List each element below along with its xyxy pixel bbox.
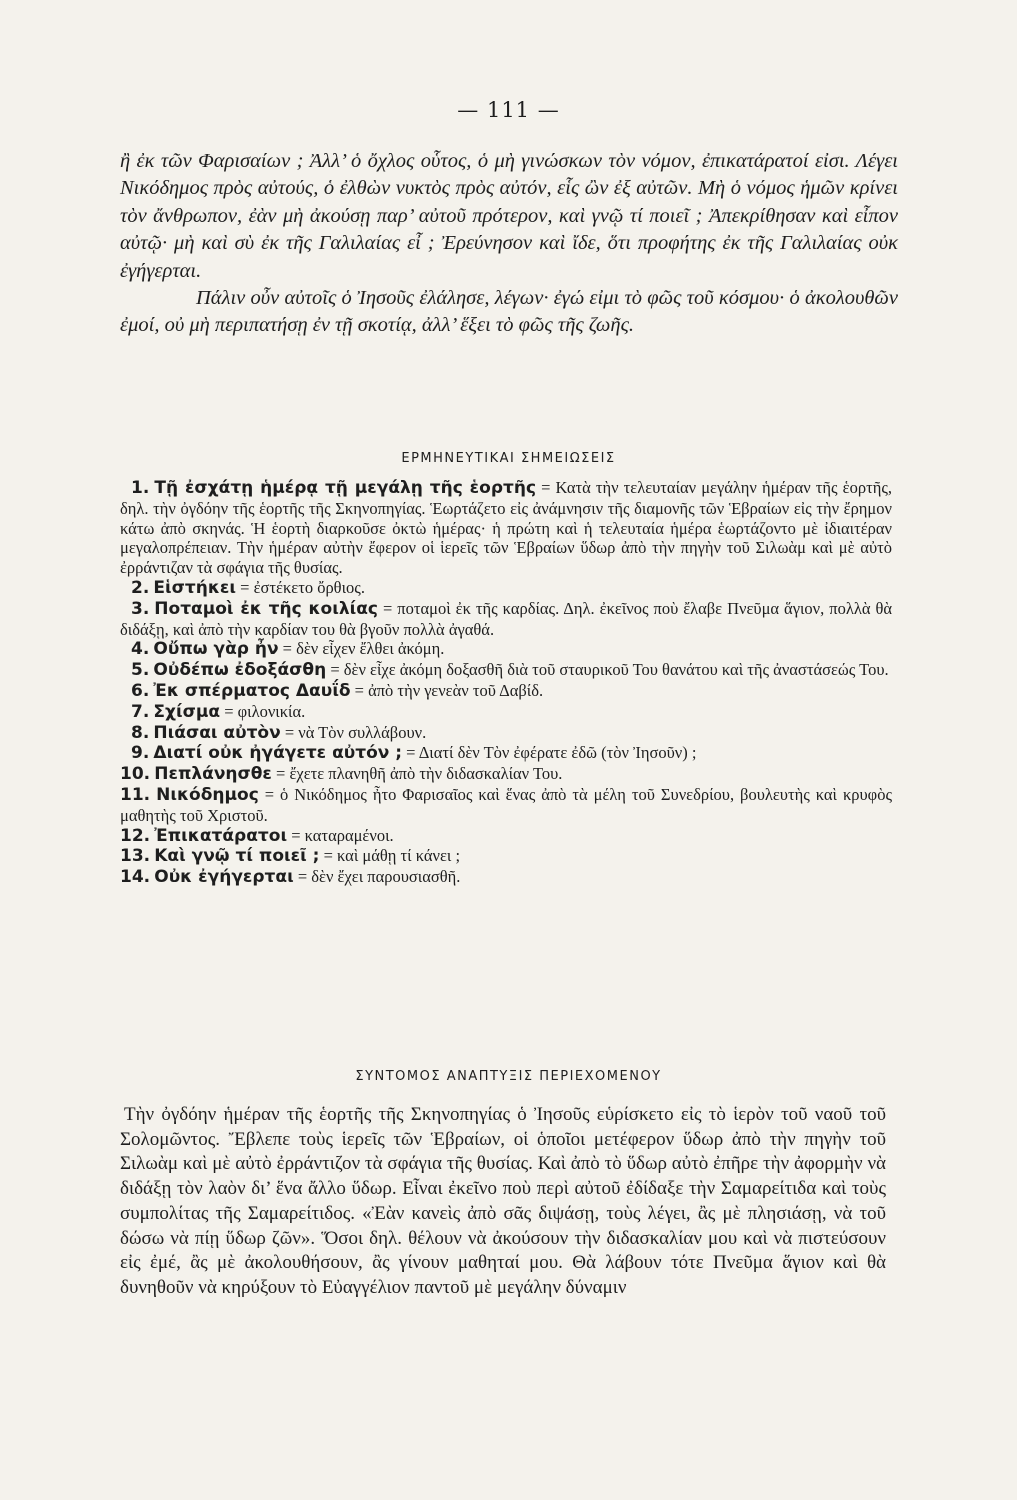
note-number: 3.: [131, 598, 150, 619]
note-term: Ποταμοὶ ἐκ τῆς κοιλίας: [154, 598, 378, 619]
note-item: [120, 826, 892, 847]
notes-heading: ΕΡΜΗΝΕΥΤΙΚΑΙ ΣΗΜΕΙΩΣΕΙΣ: [401, 451, 616, 466]
note-number: 9.: [131, 743, 150, 764]
note-text: = καταραμένοι.: [287, 825, 394, 845]
note-item: [120, 599, 892, 640]
note-item: [120, 743, 892, 764]
note-term: Ἐκ σπέρματος Δαυΐδ: [153, 680, 351, 701]
scripture-paragraph: ἢ ἐκ τῶν Φαρισαίων ; Ἀλλ’ ὁ ὄχλος οὗτος, ὁ μὴ γινώσκων τὸν νόμον, ἐπικατάρατοί εἰσι. Λέγει Νικόδημος πρὸς αὐτούς, ὁ ἐλθὼν νυκτὸς πρὸς αὐτόν, εἷς ὢν ἐξ αὐτῶν. Μὴ ὁ νόμος ἡμῶν κρίνει τὸν ἄνθρωπον, ἐὰν μὴ ἀκούσῃ παρ’ αὐτοῦ πρότερον, καὶ γνῷ τί ποιεῖ ; Ἀπεκρίθησαν καὶ εἶπον αὐτῷ· μὴ καὶ σὺ ἐκ τῆς Γαλιλαίας εἶ ; Ἐρεύνησον καὶ ἴδε, ὅτι προφήτης ἐκ τῆς Γαλιλαίας οὐκ ἐγήγερται.: [120, 150, 898, 282]
note-term: Εἱστήκει: [153, 577, 237, 598]
note-item: [120, 660, 892, 681]
note-text: = νὰ Τὸν συλλάβουν.: [280, 722, 427, 742]
note-item: [120, 702, 892, 723]
note-item: [120, 478, 892, 578]
note-term: Τῇ ἐσχάτῃ ἡμέρᾳ τῇ μεγάλῃ τῆς ἑορτῆς: [154, 478, 537, 498]
note-text: = καὶ μάθῃ τί κάνει ;: [319, 846, 461, 866]
note-number: 13.: [120, 846, 151, 867]
note-number: 6.: [131, 680, 150, 701]
note-term: Πεπλάνησθε: [154, 764, 272, 785]
note-item: [120, 764, 892, 785]
scripture-text: [120, 148, 898, 340]
note-number: 4.: [131, 639, 150, 660]
note-number: 1.: [131, 478, 150, 498]
note-number: 10.: [120, 764, 151, 785]
note-text: = ποταμοὶ ἐκ τῆς καρδίας. Δηλ. ἐκεῖνος ποὺ ἔλαβε Πνεῦμα ἅγιον, πολλὰ θὰ διδάξῃ, καὶ ἀπὸ τὴν καρδίαν του θὰ βγοῦν πολλὰ ἀγαθά.: [120, 598, 893, 639]
note-text: = δὲν εἶχε ἀκόμη δοξασθῆ διὰ τοῦ σταυρικοῦ Του θανάτου καὶ τῆς ἀναστάσεώς Του.: [326, 660, 889, 680]
summary-text: [120, 1103, 886, 1301]
note-number: 14.: [120, 867, 151, 888]
note-text: = ἐστέκετο ὄρθιος.: [236, 577, 365, 597]
note-text: = Κατὰ τὴν τελευταίαν μεγάλην ἡμέραν τῆς ἑορτῆς, δηλ. τὴν ὀγδόην τῆς ἑορτῆς τῆς Σκηνοπηγίας. Ἑωρτάζετο εἰς ἀνάμνησιν τῆς διαμονῆς τῶν Ἑβραίων εἰς τὴν ἔρημον κάτω ἀπὸ σκηνάς. Ἡ ἑορτὴ διαρκοῦσε ὀκτὼ ἡμέρας· ἡ πρώτη καὶ ἡ τελευταία ἡμέρα ἑωρτάζοντο μὲ ἰδιαιτέραν μεγαλοπρέπειαν. Τὴν ἡμέραν αὐτὴν ἔφερον οἱ ἱερεῖς τῶν Ἑβραίων ὕδωρ ἀπὸ τὴν πηγὴν τοῦ Σιλωὰμ καὶ μὲ αὐτὸ ἐρράντιζαν τὰ σφάγια τῆς θυσίας.: [120, 478, 893, 578]
note-number: 12.: [120, 825, 151, 846]
note-number: 2.: [131, 577, 150, 598]
note-text: = δὲν εἶχεν ἔλθει ἀκόμη.: [278, 639, 445, 659]
note-number: 7.: [131, 701, 150, 722]
note-text: = φιλονικία.: [220, 701, 306, 721]
note-item: [120, 578, 892, 599]
note-term: Καὶ γνῷ τί ποιεῖ ;: [154, 846, 320, 867]
note-text: = δὲν ἔχει παρουσιασθῆ.: [293, 867, 461, 887]
page-number: — 111 —: [457, 98, 560, 122]
note-text: = ὁ Νικόδημος ἦτο Φαρισαῖος καὶ ἕνας ἀπὸ τὰ μέλη τοῦ Συνεδρίου, βουλευτὴς καὶ κρυφὸς μαθητὴς τοῦ Χριστοῦ.: [120, 784, 892, 825]
note-number: 5.: [131, 660, 150, 681]
note-term: Νικόδημος: [156, 784, 259, 805]
note-text: = ἔχετε πλανηθῆ ἀπὸ τὴν διδασκαλίαν Του.: [271, 764, 563, 784]
note-item: [120, 846, 892, 867]
note-item: [120, 785, 892, 826]
note-term: Οὔπω γὰρ ἦν: [153, 639, 279, 660]
note-item: [120, 681, 892, 702]
note-term: Διατί οὐκ ἠγάγετε αὐτόν ;: [153, 743, 403, 764]
note-term: Οὐδέπω ἐδοξάσθη: [153, 660, 327, 681]
note-item: [120, 723, 892, 744]
note-item: [120, 867, 892, 888]
note-term: Οὐκ ἐγήγερται: [154, 867, 294, 888]
note-number: 11.: [120, 784, 151, 805]
scripture-paragraph: Πάλιν οὖν αὐτοῖς ὁ Ἰησοῦς ἐλάλησε, λέγων· ἐγώ εἰμι τὸ φῶς τοῦ κόσμου· ὁ ἀκολουθῶν ἐμοί, οὐ μὴ περιπατήσῃ ἐν τῇ σκοτίᾳ, ἀλλ’ ἕξει τὸ φῶς τῆς ζωῆς.: [120, 287, 898, 337]
summary-heading: ΣΥΝΤΟΜΟΣ ΑΝΑΠΤΥΞΙΣ ΠΕΡΙΕΧΟΜΕΝΟΥ: [355, 1069, 662, 1084]
note-item: [120, 639, 892, 660]
note-text: = Διατί δὲν Τὸν ἐφέρατε ἐδῶ (τὸν Ἰησοῦν) ;: [402, 743, 697, 763]
note-number: 8.: [131, 722, 150, 743]
note-term: Πιάσαι αὐτὸν: [153, 722, 281, 743]
note-term: Ἐπικατάρατοι: [154, 825, 288, 846]
notes-list: [120, 478, 892, 888]
note-term: Σχίσμα: [153, 701, 221, 722]
summary-paragraph: Τὴν ὀγδόην ἡμέραν τῆς ἑορτῆς τῆς Σκηνοπηγίας ὁ Ἰησοῦς εὑρίσκετο εἰς τὸ ἱερὸν τοῦ ναοῦ τοῦ Σολομῶντος. Ἔβλεπε τοὺς ἱερεῖς τῶν Ἑβραίων, οἱ ὁποῖοι μετέφερον ὕδωρ ἀπὸ τὴν πηγὴν τοῦ Σιλωὰμ καὶ μὲ αὐτὸ ἐρράντιζον τὰ σφάγια τῆς θυσίας. Καὶ ἀπὸ τὸ ὕδωρ αὐτὸ ἐπῆρε τὴν ἀφορμὴν νὰ διδάξῃ τὸν λαὸν δι’ ἕνα ἄλλο ὕδωρ. Εἶναι ἐκεῖνο ποὺ περὶ αὐτοῦ ἐδίδαξε τὴν Σαμαρείτιδα καὶ τοὺς συμπολίτας τῆς Σαμαρείτιδος. «Ἐὰν κανεὶς ἀπὸ σᾶς διψάσῃ, τοὺς λέγει, ἂς μὲ πλησιάσῃ, νὰ τοῦ δώσω νὰ πίῃ ὕδωρ ζῶν». Ὅσοι δηλ. θέλουν νὰ ἀκούσουν τὴν διδασκαλίαν μου καὶ νὰ πιστεύσουν εἰς ἐμέ, ἂς μὲ ἀκολουθήσουν, ἂς γίνουν μαθηταί μου. Θὰ λάβουν τότε Πνεῦμα ἅγιον καὶ θὰ δυνηθοῦν νὰ κηρύξουν τὸ Εὐαγγέλιον παντοῦ μὲ μεγάλην δύναμιν: [120, 1104, 886, 1298]
note-text: = ἀπὸ τὴν γενεὰν τοῦ Δαβίδ.: [350, 680, 544, 700]
